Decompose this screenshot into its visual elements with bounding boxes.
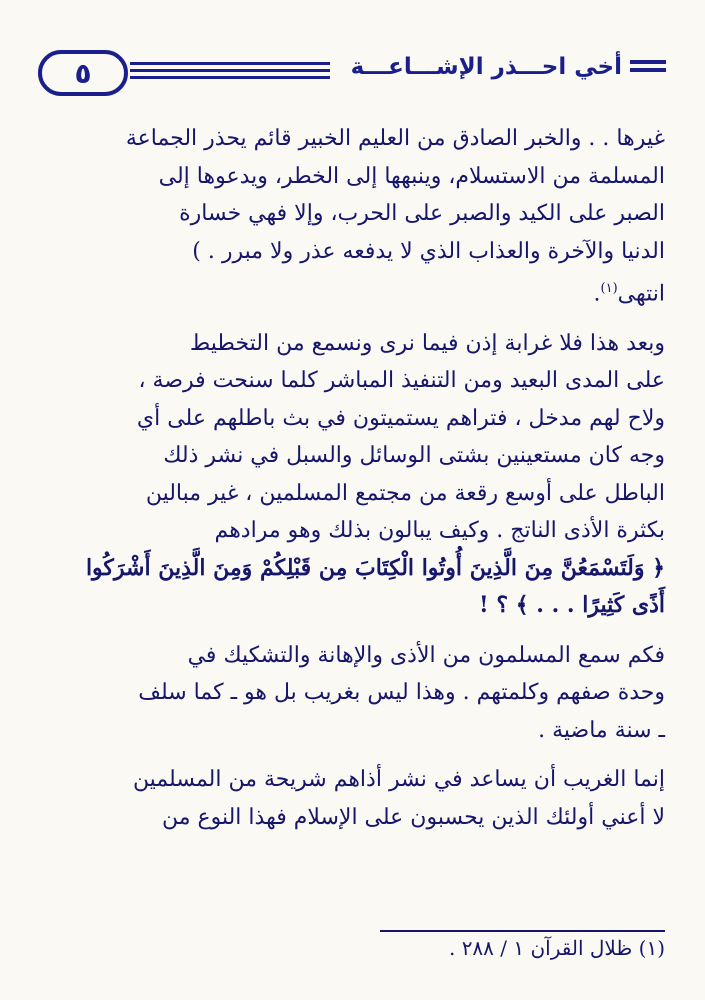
footnote-rule: [380, 930, 665, 932]
text-line: وبعد هذا فلا غرابة إذن فيما نرى ونسمع من التخطيط: [189, 330, 665, 356]
text-line: الصبر على الكيد والصبر على الحرب، وإلا فهي خسارة: [179, 201, 665, 226]
text-line: ولاح لهم مدخل ، فتراهم يستميتون في بث باطلهم على أي: [136, 405, 665, 431]
text-line: غيرها . . والخبر الصادق من العليم الخبير قائم يحذر الجماعة: [125, 126, 665, 151]
text-line: لا أعني أولئك الذين يحسبون على الإسلام فهذا النوع من: [161, 804, 665, 830]
text-line: بكثرة الأذى الناتج . وكيف يبالون بذلك وهو مرادهم: [214, 518, 665, 544]
text-line: إنما الغريب أن يساعد في نشر أذاهم شريحة من المسلمين: [132, 767, 665, 793]
header-mark: [630, 60, 666, 76]
footnote-ref: (١): [600, 281, 618, 296]
text-line: الدنيا والآخرة والعذاب الذي لا يدفعه عذر ولا مبرر . ): [192, 238, 665, 264]
paragraph-1: [40, 120, 665, 313]
quran-verse-line: أَذًى كَثِيرًا . . . ﴾ ؟ !: [479, 592, 665, 619]
text-line: وجه كان مستعينين بشتى الوسائل والسبل في نشر ذلك: [163, 443, 665, 469]
running-title: أخي احـــذر الإشـــاعـــة: [350, 54, 622, 80]
text-line: الباطل على أوسع رقعة من مجتمع المسلمين ، غير مبالين: [145, 480, 665, 506]
paragraph-3: [40, 637, 665, 750]
page-number: ٥: [38, 50, 128, 96]
text-line: فكم سمع المسلمون من الأذى والإهانة والتشكيك في: [187, 642, 665, 668]
text-line: على المدى البعيد ومن التنفيذ المباشر كلما سنحت فرصة ،: [138, 368, 665, 394]
text-fragment: .: [593, 281, 601, 307]
paragraph-4: [40, 761, 665, 836]
text-fragment: انتهى: [617, 281, 665, 307]
paragraph-2: [40, 325, 665, 625]
text-line: المسلمة من الاستسلام، وينبهها إلى الخطر، ويدعوها إلى: [158, 163, 665, 189]
text-line: ـ سنة ماضية .: [538, 717, 665, 743]
page-header: [38, 48, 666, 104]
text-line: [40, 270, 665, 313]
footnote: (١) ظلال القرآن ١ / ٢٨٨ .: [448, 936, 665, 960]
header-rule: [130, 62, 330, 83]
quran-verse-line: ﴿ وَلَتَسْمَعُنَّ مِنَ الَّذِينَ أُوتُوا الْكِتَابَ مِن قَبْلِكُمْ وَمِنَ الَّذِينَ أَشْرَكُوا: [85, 554, 665, 581]
text-line: وحدة صفهم وكلمتهم . وهذا ليس بغريب بل هو ـ كما سلف: [138, 680, 665, 706]
body-text: [40, 120, 665, 848]
